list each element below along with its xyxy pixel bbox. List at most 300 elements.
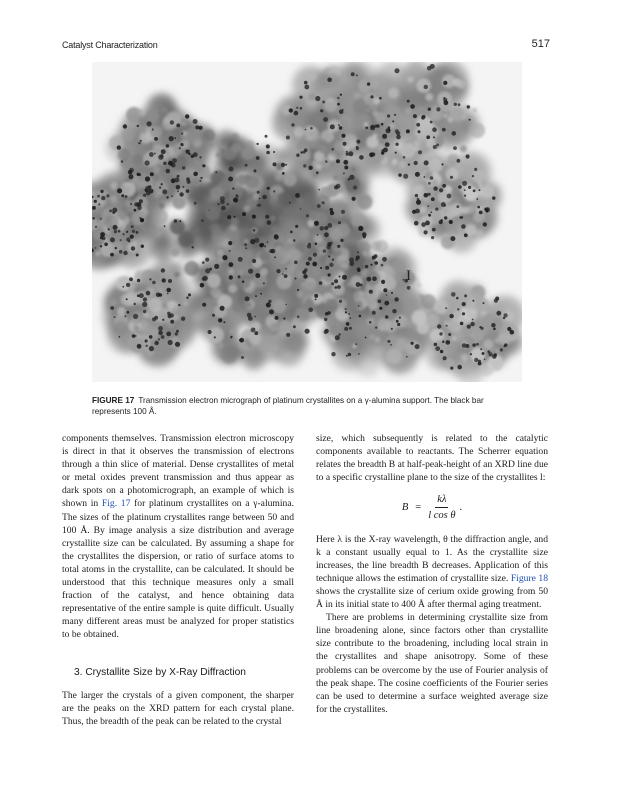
micrograph-speck — [269, 309, 274, 314]
micrograph-speck — [423, 186, 428, 191]
micrograph-speck — [381, 264, 384, 267]
micrograph-speck — [306, 214, 309, 217]
micrograph-speck — [123, 124, 127, 128]
micrograph-speck — [126, 283, 130, 287]
micrograph-speck — [146, 110, 159, 123]
micrograph-speck — [352, 197, 356, 201]
micrograph-speck — [199, 156, 201, 158]
micrograph-speck — [356, 140, 360, 144]
micrograph-speck — [257, 191, 260, 194]
micrograph-speck — [491, 323, 495, 327]
micrograph-speck — [487, 350, 490, 353]
micrograph-speck — [248, 269, 253, 274]
left-paragraph-2: The larger the crystals of a given component, the sharper are the peaks on the XRD pattern for each crystal plane. Thus, the breadth of the peak can be related to the crystal — [62, 689, 294, 727]
micrograph-speck — [479, 211, 483, 215]
scherrer-equation — [316, 493, 548, 522]
micrograph-speck — [166, 144, 169, 147]
micrograph-speck — [167, 293, 169, 295]
micrograph-speck — [330, 211, 334, 215]
micrograph-speck — [118, 210, 128, 220]
micrograph-speck — [149, 335, 153, 339]
right-paragraph-3: There are problems in determining crystallite size from line broadening alone, since factors other than crystallite size contribute to the broadening, including local strain in the crystallites and shape anisotropy. Some of these problems can be overcome by the use of Fourier analysis of the peak shape. The cosine coefficients of the Fourier series can be used to determine a surface weighted average size for the crystallites. — [316, 612, 548, 715]
micrograph-speck — [330, 242, 332, 244]
micrograph-speck — [136, 254, 139, 257]
micrograph-speck — [323, 117, 328, 122]
micrograph-speck — [408, 163, 410, 165]
micrograph-speck — [322, 201, 325, 204]
micrograph-speck — [134, 303, 136, 305]
micrograph-speck — [303, 274, 307, 278]
micrograph-speck — [354, 92, 361, 99]
micrograph-speck — [320, 226, 325, 231]
micrograph-speck — [368, 349, 382, 363]
micrograph-speck — [325, 266, 329, 270]
micrograph-speck — [129, 277, 133, 281]
figure-caption — [92, 395, 524, 417]
micrograph-speck — [483, 339, 493, 349]
micrograph-speck — [441, 163, 443, 165]
micrograph-speck — [340, 239, 343, 242]
micrograph-speck — [185, 114, 189, 118]
micrograph-speck — [385, 105, 400, 120]
micrograph-speck — [205, 268, 210, 273]
fig-18-link[interactable]: Figure 18 — [510, 572, 548, 584]
equation-period: . — [459, 502, 463, 514]
micrograph-speck — [149, 346, 154, 351]
micrograph-speck — [445, 307, 447, 309]
micrograph-speck — [467, 105, 470, 108]
micrograph-speck — [364, 122, 368, 126]
micrograph-speck — [400, 143, 415, 158]
micrograph-speck — [169, 136, 174, 141]
micrograph-speck — [375, 88, 382, 95]
micrograph-speck — [140, 140, 142, 142]
micrograph-speck — [294, 111, 299, 116]
micrograph-speck — [449, 220, 453, 224]
scale-bar: I — [406, 268, 411, 284]
micrograph-speck — [178, 304, 180, 306]
micrograph-speck — [337, 285, 341, 289]
micrograph-speck — [428, 214, 431, 217]
micrograph-speck — [215, 171, 217, 173]
micrograph-speck — [97, 195, 100, 198]
micrograph-speck — [121, 194, 124, 197]
micrograph-speck — [337, 288, 344, 295]
micrograph-speck — [339, 126, 343, 130]
micrograph-speck — [374, 254, 378, 258]
micrograph-speck — [127, 311, 130, 314]
micrograph-speck — [130, 235, 134, 239]
micrograph-speck — [442, 128, 446, 132]
micrograph-speck — [126, 237, 130, 241]
right-paragraph-2 — [316, 533, 548, 612]
page-number: 517 — [531, 38, 550, 50]
fig-17-link[interactable]: Fig. 17 — [101, 498, 131, 510]
micrograph-speck — [462, 181, 467, 186]
micrograph-speck — [349, 261, 354, 266]
micrograph-speck — [434, 300, 448, 314]
micrograph-speck — [340, 94, 342, 96]
micrograph-speck — [139, 293, 144, 298]
micrograph-speck — [323, 249, 326, 252]
micrograph-speck — [289, 108, 293, 112]
micrograph-speck — [176, 185, 181, 190]
micrograph-speck — [322, 101, 325, 104]
micrograph-speck — [472, 175, 474, 177]
equation-equals: = — [415, 502, 422, 514]
micrograph-speck — [142, 130, 147, 135]
micrograph-speck — [253, 193, 260, 200]
micrograph-speck — [464, 294, 467, 297]
micrograph-speck — [158, 326, 163, 331]
micrograph-speck — [201, 204, 210, 213]
micrograph-speck — [449, 314, 453, 318]
micrograph-speck — [484, 359, 486, 361]
micrograph-speck — [315, 298, 317, 300]
micrograph-speck — [162, 278, 166, 282]
micrograph-speck — [403, 174, 408, 179]
micrograph-speck — [308, 257, 312, 261]
micrograph-speck — [414, 221, 419, 226]
micrograph-speck — [415, 194, 418, 197]
micrograph-speck — [320, 267, 322, 269]
micrograph-speck — [137, 206, 142, 211]
micrograph-speck — [229, 275, 233, 279]
micrograph-speck — [150, 126, 162, 138]
micrograph-speck — [158, 331, 163, 336]
micrograph-speck — [160, 154, 164, 158]
micrograph-speck — [271, 249, 276, 254]
micrograph-speck — [146, 291, 151, 296]
micrograph-speck — [223, 321, 225, 323]
micrograph-speck — [265, 215, 269, 219]
micrograph-speck — [317, 204, 321, 208]
micrograph-speck — [500, 348, 503, 351]
micrograph-speck — [159, 293, 162, 296]
micrograph-speck — [137, 345, 139, 347]
micrograph-speck — [153, 174, 159, 180]
micrograph-speck — [371, 241, 382, 252]
micrograph-speck — [199, 180, 201, 182]
micrograph-speck — [316, 171, 319, 174]
micrograph-speck — [472, 108, 477, 113]
micrograph-speck — [214, 336, 216, 338]
micrograph-speck — [162, 319, 164, 321]
micrograph-speck — [392, 259, 405, 272]
micrograph-speck — [228, 284, 237, 293]
micrograph-speck — [202, 261, 205, 264]
micrograph-speck — [152, 128, 154, 130]
micrograph-speck — [472, 300, 474, 302]
micrograph-speck — [168, 340, 173, 345]
micrograph-speck — [353, 185, 357, 189]
micrograph-speck — [150, 172, 154, 176]
micrograph-speck — [385, 142, 390, 147]
micrograph-speck — [304, 148, 308, 152]
micrograph-speck — [295, 193, 300, 198]
micrograph-speck — [470, 322, 474, 326]
micrograph-speck — [491, 359, 502, 370]
micrograph-speck — [384, 301, 389, 306]
micrograph-speck — [233, 198, 238, 203]
micrograph-speck — [254, 169, 257, 172]
micrograph-speck — [446, 340, 451, 345]
micrograph-speck — [170, 320, 174, 324]
micrograph-speck — [244, 251, 254, 261]
micrograph-speck — [313, 253, 317, 257]
micrograph-speck — [137, 109, 144, 116]
micrograph-speck — [300, 208, 302, 210]
micrograph-speck — [460, 145, 467, 152]
micrograph-speck — [428, 182, 431, 185]
micrograph-speck — [288, 248, 301, 261]
micrograph-speck — [348, 353, 352, 357]
micrograph-speck — [390, 344, 392, 346]
micrograph-speck — [466, 154, 470, 158]
micrograph-speck — [477, 324, 489, 336]
micrograph-speck — [120, 239, 122, 241]
micrograph-speck — [246, 140, 256, 150]
micrograph-speck — [391, 292, 393, 294]
micrograph-speck — [462, 176, 468, 182]
micrograph-speck — [136, 231, 139, 234]
micrograph-speck — [245, 247, 247, 249]
micrograph-speck — [202, 303, 206, 307]
micrograph-speck — [446, 325, 448, 327]
micrograph-speck — [415, 209, 420, 214]
micrograph-speck — [161, 335, 165, 339]
micrograph-speck — [443, 209, 447, 213]
micrograph-speck — [394, 297, 398, 301]
micrograph-speck — [273, 190, 275, 192]
micrograph-speck — [421, 190, 435, 204]
micrograph-speck — [123, 233, 125, 235]
micrograph-speck — [419, 206, 427, 214]
micrograph-speck — [181, 317, 185, 321]
micrograph-speck — [114, 230, 117, 233]
micrograph-speck — [327, 78, 332, 83]
micrograph-speck — [433, 340, 447, 354]
micrograph-speck — [187, 180, 191, 184]
micrograph-speck — [177, 175, 180, 178]
micrograph-speck — [130, 203, 132, 205]
micrograph-speck — [231, 133, 239, 141]
micrograph-speck — [355, 343, 357, 345]
micrograph-speck — [264, 245, 266, 247]
micrograph-speck — [260, 251, 270, 261]
micrograph-speck — [290, 231, 293, 234]
micrograph-speck — [137, 173, 140, 176]
micrograph-speck — [193, 172, 198, 177]
micrograph-speck — [180, 143, 183, 146]
micrograph-speck — [154, 316, 158, 320]
micrograph-speck — [208, 327, 224, 343]
micrograph-speck — [174, 178, 179, 183]
micrograph-speck — [274, 326, 280, 332]
micrograph-speck — [424, 160, 429, 165]
micrograph-speck — [338, 221, 341, 224]
micrograph-speck — [276, 269, 280, 273]
micrograph-speck — [330, 228, 342, 240]
micrograph-speck — [147, 121, 152, 126]
micrograph-speck — [424, 193, 429, 198]
micrograph-speck — [131, 246, 135, 250]
micrograph-speck — [208, 330, 212, 334]
micrograph-speck — [174, 137, 176, 139]
micrograph-speck — [195, 125, 199, 129]
micrograph-speck — [433, 186, 437, 190]
micrograph-speck — [94, 200, 97, 203]
micrograph-speck — [115, 247, 117, 249]
micrograph-speck — [131, 154, 143, 166]
micrograph-speck — [348, 151, 353, 156]
micrograph-speck — [110, 237, 115, 242]
micrograph-speck — [294, 127, 304, 137]
micrograph-speck — [145, 160, 150, 165]
micrograph-speck — [245, 164, 248, 167]
micrograph-speck — [324, 330, 328, 334]
micrograph-speck — [325, 74, 340, 89]
micrograph-speck — [108, 228, 110, 230]
micrograph-speck — [289, 202, 291, 204]
micrograph-speck — [430, 121, 433, 124]
micrograph-speck — [396, 135, 401, 140]
micrograph-speck — [357, 251, 359, 253]
micrograph-speck — [297, 315, 300, 318]
micrograph-speck — [182, 166, 186, 170]
micrograph-speck — [430, 64, 435, 69]
micrograph-speck — [386, 294, 388, 296]
micrograph-speck — [154, 137, 158, 141]
section-heading: 3. Crystallite Size by X-Ray Diffraction — [74, 666, 246, 678]
micrograph-speck — [114, 321, 129, 336]
micrograph-speck — [510, 330, 515, 335]
micrograph-speck — [132, 230, 135, 233]
micrograph-speck — [413, 114, 417, 118]
micrograph-speck — [428, 108, 431, 111]
equation-lhs: B — [401, 502, 409, 514]
micrograph-speck — [482, 352, 485, 355]
micrograph-speck — [121, 160, 123, 162]
micrograph-speck — [221, 139, 228, 146]
micrograph-speck — [461, 216, 463, 218]
micrograph-speck — [171, 195, 173, 197]
micrograph-speck — [126, 292, 140, 306]
micrograph-speck — [381, 280, 385, 284]
micrograph-speck — [342, 134, 346, 138]
micrograph-speck — [435, 208, 438, 211]
micrograph-speck — [456, 297, 459, 300]
micrograph-speck — [255, 295, 257, 297]
micrograph-speck — [342, 275, 347, 280]
micrograph-speck — [388, 126, 391, 129]
micrograph-speck — [360, 227, 363, 230]
micrograph-speck — [296, 154, 299, 157]
micrograph-speck — [283, 173, 297, 187]
micrograph-speck — [424, 176, 426, 178]
micrograph-speck — [395, 143, 398, 146]
micrograph-speck — [166, 169, 171, 174]
micrograph-speck — [430, 211, 432, 213]
micrograph-speck — [174, 272, 179, 277]
micrograph-speck — [271, 226, 278, 233]
micrograph-speck — [346, 355, 348, 357]
micrograph-speck — [456, 205, 459, 208]
micrograph-speck — [217, 203, 219, 205]
micrograph-speck — [386, 128, 391, 133]
micrograph-speck — [346, 322, 350, 326]
micrograph-speck — [113, 225, 118, 230]
micrograph-speck — [351, 167, 355, 171]
micrograph-speck — [372, 311, 376, 315]
micrograph-speck — [357, 194, 372, 209]
micrograph-speck — [118, 148, 131, 161]
micrograph-speck — [232, 187, 234, 189]
micrograph-speck — [266, 303, 271, 308]
micrograph-speck — [369, 78, 380, 89]
micrograph-speck — [238, 275, 241, 278]
micrograph-speck — [427, 205, 429, 207]
micrograph-speck — [461, 224, 466, 229]
micrograph-speck — [385, 315, 389, 319]
micrograph-speck — [170, 120, 174, 124]
micrograph-speck — [297, 198, 305, 206]
micrograph-speck — [345, 311, 347, 313]
micrograph-speck — [366, 136, 378, 148]
micrograph-speck — [478, 360, 481, 363]
micrograph-speck — [365, 337, 367, 339]
micrograph-speck — [378, 318, 391, 331]
micrograph-speck — [271, 345, 278, 352]
micrograph-speck — [216, 152, 221, 157]
micrograph-speck — [295, 225, 298, 228]
micrograph-speck — [310, 127, 313, 130]
micrograph-speck — [297, 289, 299, 291]
micrograph-speck — [382, 257, 387, 262]
micrograph-speck — [418, 130, 421, 133]
micrograph-speck — [168, 279, 172, 283]
micrograph-speck — [391, 161, 396, 166]
micrograph-speck — [267, 241, 269, 243]
micrograph-speck — [295, 278, 297, 280]
micrograph-speck — [412, 310, 427, 325]
micrograph-speck — [125, 195, 128, 198]
micrograph-speck — [472, 343, 475, 346]
micrograph-speck — [388, 88, 399, 99]
micrograph-speck — [450, 176, 453, 179]
micrograph-speck — [440, 350, 443, 353]
micrograph-speck — [325, 298, 339, 312]
micrograph-speck — [123, 251, 127, 255]
micrograph-speck — [214, 264, 219, 269]
micrograph-speck — [328, 273, 331, 276]
micrograph-speck — [329, 263, 333, 267]
micrograph-speck — [359, 315, 362, 318]
micrograph-speck — [348, 313, 350, 315]
micrograph-speck — [370, 95, 373, 98]
micrograph-speck — [416, 200, 421, 205]
micrograph-speck — [304, 85, 309, 90]
micrograph-speck — [104, 243, 108, 247]
micrograph-speck — [406, 129, 410, 133]
micrograph-speck — [228, 177, 233, 182]
micrograph-speck — [194, 202, 197, 205]
micrograph-speck — [354, 232, 363, 241]
micrograph-speck — [100, 218, 102, 220]
micrograph-speck — [464, 189, 466, 191]
micrograph-speck — [431, 180, 439, 188]
micrograph-speck — [475, 298, 489, 312]
